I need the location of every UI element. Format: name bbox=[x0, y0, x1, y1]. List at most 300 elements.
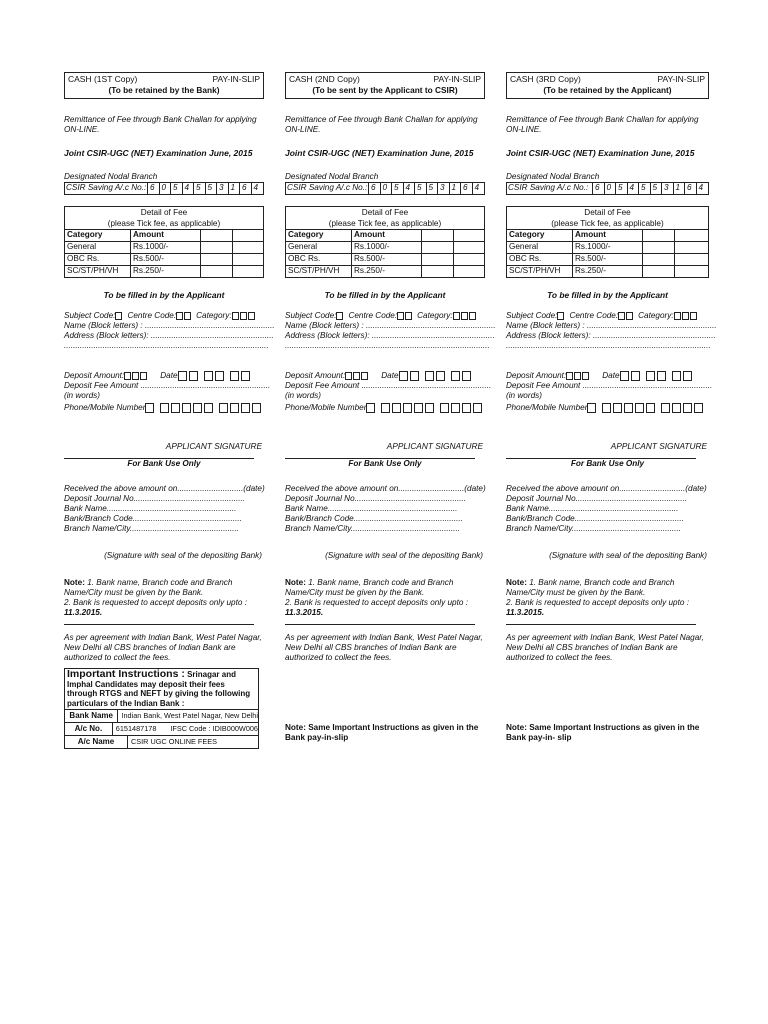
centre-code-label: Centre Code: bbox=[127, 311, 177, 320]
fee-title: Detail of Fee bbox=[584, 208, 631, 217]
note-line-2: 2. Bank is requested to accept deposits only upto : bbox=[64, 598, 247, 607]
bank-name-field[interactable]: Bank Name......................................................... bbox=[64, 504, 237, 513]
account-number-row bbox=[285, 182, 485, 195]
category-box[interactable] bbox=[690, 312, 697, 320]
category-label: Category: bbox=[417, 311, 453, 320]
phone-box[interactable] bbox=[440, 403, 449, 413]
journal-number-field[interactable]: Deposit Journal No................................................. bbox=[64, 494, 246, 503]
phone-box[interactable] bbox=[672, 403, 681, 413]
remittance-text: Remittance of Fee through Bank Challan for applying ON-LINE. bbox=[64, 115, 257, 134]
tick-cell[interactable] bbox=[675, 266, 708, 277]
codes-row bbox=[285, 311, 485, 321]
date-box[interactable] bbox=[646, 371, 655, 381]
fee-subtitle: (please Tick fee, as applicable) bbox=[107, 219, 221, 228]
subject-code-box[interactable] bbox=[557, 312, 564, 320]
centre-code-box[interactable] bbox=[184, 312, 191, 320]
bank-use-title: For Bank Use Only bbox=[348, 459, 422, 468]
address-field[interactable]: Address (Block letters): ...................................................... bbox=[506, 331, 716, 340]
fee-category: SC/ST/PH/VH bbox=[65, 266, 131, 277]
deposit-fee-field[interactable]: Deposit Fee Amount ......................................................... bbox=[64, 381, 271, 390]
phone-box[interactable] bbox=[381, 403, 390, 413]
phone-box[interactable] bbox=[204, 403, 213, 413]
branch-code-field[interactable]: Bank/Branch Code................................................ bbox=[506, 514, 684, 523]
account-digit: 0 bbox=[160, 183, 172, 194]
tick-cell[interactable] bbox=[201, 230, 233, 241]
nodal-branch-label: Designated Nodal Branch bbox=[64, 172, 158, 181]
tick-cell[interactable] bbox=[675, 242, 708, 253]
fee-category: OBC Rs. bbox=[286, 254, 352, 265]
cash-label: CASH (1ST Copy) bbox=[68, 74, 138, 84]
date-box[interactable] bbox=[410, 371, 419, 381]
phone-row bbox=[64, 403, 264, 413]
applicant-signature-label: APPLICANT SIGNATURE bbox=[386, 441, 483, 451]
phone-box[interactable] bbox=[182, 403, 191, 413]
agreement-text: As per agreement with Indian Bank, West Patel Nagar, New Delhi all CBS branches of Indian Bank are authorized to collect the fees. bbox=[64, 633, 262, 662]
account-digit: 4 bbox=[698, 183, 704, 192]
account-digit: 4 bbox=[628, 183, 640, 194]
pay-in-slip-label: PAY-IN-SLIP bbox=[212, 74, 260, 84]
remittance-text: Remittance of Fee through Bank Challan for applying ON-LINE. bbox=[285, 115, 478, 134]
fee-amount: Rs.250/- bbox=[573, 266, 643, 277]
applicant-signature-label: APPLICANT SIGNATURE bbox=[610, 441, 707, 451]
tick-cell[interactable] bbox=[454, 230, 484, 241]
phone-box[interactable] bbox=[392, 403, 401, 413]
fee-row bbox=[507, 265, 708, 277]
fee-header-category: Category bbox=[65, 230, 131, 241]
date-box[interactable] bbox=[436, 371, 445, 381]
account-label: CSIR Saving A/.c No.: bbox=[287, 183, 368, 192]
category-label: Category: bbox=[196, 311, 232, 320]
bank-detail-value bbox=[118, 710, 258, 722]
fee-header-category: Category bbox=[286, 230, 352, 241]
deposit-amount-box[interactable] bbox=[361, 372, 368, 380]
bank-use-title: For Bank Use Only bbox=[570, 459, 645, 468]
account-digit: 5 bbox=[427, 183, 439, 194]
copy-3 bbox=[506, 72, 717, 743]
note-line-1: 1. Bank name, Branch code and Branch Name/City must be given by the Bank. bbox=[506, 578, 675, 597]
deposit-deadline: 11.3.2015. bbox=[64, 608, 103, 617]
deposit-fee-field[interactable]: Deposit Fee Amount ......................................................... bbox=[285, 381, 492, 390]
account-digit: 1 bbox=[674, 183, 686, 194]
fee-header-row bbox=[286, 229, 484, 241]
bank-receipt-fields bbox=[506, 484, 709, 534]
deposit-deadline: 11.3.2015. bbox=[285, 608, 324, 617]
divider bbox=[64, 624, 254, 625]
received-date-field[interactable]: Received the above amount on.............................(date) bbox=[64, 484, 265, 493]
account-label: CSIR Saving A/.c No.: bbox=[507, 183, 593, 194]
account-digit: 4 bbox=[404, 183, 416, 194]
bank-detail-value bbox=[128, 736, 258, 748]
account-label: CSIR Saving A/.c No.: bbox=[66, 183, 147, 192]
account-digit: 5 bbox=[392, 183, 404, 194]
date-box[interactable] bbox=[683, 371, 692, 381]
phone-box[interactable] bbox=[193, 403, 202, 413]
bank-detail-key: A/c No. bbox=[65, 723, 113, 735]
phone-box[interactable] bbox=[462, 403, 471, 413]
agreement-text: As per agreement with Indian Bank, West Patel Nagar, New Delhi all CBS branches of Indian Bank are authorized to collect the fees. bbox=[285, 633, 483, 662]
fee-row bbox=[65, 241, 263, 253]
copy-header bbox=[285, 72, 485, 99]
account-digit: 0 bbox=[381, 183, 393, 194]
exam-title: Joint CSIR-UGC (NET) Examination June, 2015 bbox=[506, 148, 695, 158]
fee-row bbox=[65, 265, 263, 277]
phone-box[interactable] bbox=[171, 403, 180, 413]
deposit-amount-label: Deposit Amount: bbox=[64, 371, 125, 380]
address-field[interactable]: Address (Block letters): ...................................................... bbox=[64, 331, 274, 340]
deposit-amount-box[interactable] bbox=[124, 372, 131, 380]
centre-code-box[interactable] bbox=[618, 312, 625, 320]
phone-box[interactable] bbox=[425, 403, 434, 413]
received-date-field[interactable]: Received the above amount on.............................(date) bbox=[285, 484, 486, 493]
fee-table bbox=[506, 206, 709, 278]
fee-amount: Rs.1000/- bbox=[131, 242, 201, 253]
account-digit: 3 bbox=[438, 183, 450, 194]
same-instructions-note: Note: Same Important Instructions as given in the Bank pay-in- slip bbox=[506, 723, 700, 742]
deposit-amount-box[interactable] bbox=[582, 372, 589, 380]
tick-cell[interactable] bbox=[675, 230, 708, 241]
branch-city-field[interactable]: Branch Name/City................................................ bbox=[285, 524, 461, 533]
account-number-value: 6151487178 bbox=[115, 724, 157, 733]
subject-code-label: Subject Code: bbox=[285, 311, 337, 320]
nodal-branch-label: Designated Nodal Branch bbox=[506, 172, 600, 181]
fee-category: General bbox=[65, 242, 131, 253]
date-box[interactable] bbox=[189, 371, 198, 381]
phone-label: Phone/Mobile Number bbox=[64, 403, 146, 412]
phone-box[interactable] bbox=[473, 403, 482, 413]
branch-code-field[interactable]: Bank/Branch Code................................................ bbox=[285, 514, 463, 523]
deposit-amount-box[interactable] bbox=[140, 372, 147, 380]
fee-category: General bbox=[286, 242, 352, 253]
name-field[interactable]: Name (Block letters) : ......................................................... bbox=[285, 321, 496, 330]
subject-code-label: Subject Code: bbox=[506, 311, 558, 320]
fee-subtitle: (please Tick fee, as applicable) bbox=[551, 219, 664, 228]
account-digit: 5 bbox=[171, 183, 183, 194]
account-digit: 1 bbox=[450, 183, 462, 194]
note-line-2: 2. Bank is requested to accept deposits only upto : bbox=[506, 598, 689, 607]
phone-box[interactable] bbox=[160, 403, 169, 413]
journal-number-field[interactable]: Deposit Journal No................................................. bbox=[506, 494, 688, 503]
address-field-continued[interactable]: .......................................................................................... bbox=[64, 341, 269, 350]
account-digit: 4 bbox=[183, 183, 195, 194]
phone-box[interactable] bbox=[252, 403, 261, 413]
fee-category: General bbox=[507, 242, 573, 253]
cash-label: CASH (3RD Copy) bbox=[510, 74, 581, 84]
fee-amount: Rs.500/- bbox=[573, 254, 643, 265]
fee-title: Detail of Fee bbox=[140, 208, 188, 217]
pay-in-slip-label: PAY-IN-SLIP bbox=[433, 74, 481, 84]
fee-row bbox=[286, 253, 484, 265]
fee-amount: Rs.1000/- bbox=[352, 242, 422, 253]
date-box[interactable] bbox=[241, 371, 250, 381]
phone-label: Phone/Mobile Number bbox=[506, 403, 588, 412]
fee-amount: Rs.500/- bbox=[131, 254, 201, 265]
fee-row bbox=[507, 241, 708, 253]
deposit-amount-label: Deposit Amount: bbox=[506, 371, 567, 380]
account-digit: 5 bbox=[206, 183, 218, 194]
tick-cell[interactable] bbox=[643, 254, 675, 265]
deposit-fee-field[interactable]: Deposit Fee Amount ......................................................... bbox=[506, 381, 713, 390]
phone-box[interactable] bbox=[646, 403, 655, 413]
account-digit: 6 bbox=[685, 183, 697, 194]
copy-2 bbox=[285, 72, 496, 743]
same-instructions-note: Note: Same Important Instructions as given in the Bank pay-in-slip bbox=[285, 723, 479, 742]
account-digit: 0 bbox=[605, 183, 617, 194]
phone-box[interactable] bbox=[587, 403, 596, 413]
copy-header bbox=[64, 72, 264, 99]
fee-table bbox=[285, 206, 485, 278]
fill-section-title: To be filled in by the Applicant bbox=[324, 290, 446, 300]
account-digit: 5 bbox=[639, 183, 651, 194]
important-instructions-title bbox=[65, 669, 258, 709]
note-label: Note: bbox=[506, 578, 527, 587]
tick-cell[interactable] bbox=[201, 242, 233, 253]
account-digit: 6 bbox=[148, 183, 160, 194]
tick-cell[interactable] bbox=[422, 266, 454, 277]
deposit-amount-box[interactable] bbox=[574, 372, 581, 380]
date-label: Date bbox=[602, 371, 620, 380]
date-box[interactable] bbox=[399, 371, 408, 381]
ifsc-code-value: IFSC Code : IDIB000W006 bbox=[170, 724, 258, 733]
fee-table bbox=[64, 206, 264, 278]
fee-header-row bbox=[65, 229, 263, 241]
fee-amount: Rs.250/- bbox=[352, 266, 422, 277]
phone-box[interactable] bbox=[661, 403, 670, 413]
journal-number-field[interactable]: Deposit Journal No................................................. bbox=[285, 494, 467, 503]
date-box[interactable] bbox=[451, 371, 460, 381]
tick-cell[interactable] bbox=[233, 242, 263, 253]
codes-row bbox=[506, 311, 709, 321]
note-label: Note: bbox=[64, 578, 85, 587]
branch-city-field[interactable]: Branch Name/City................................................ bbox=[64, 524, 240, 533]
fee-row bbox=[286, 265, 484, 277]
date-box[interactable] bbox=[620, 371, 629, 381]
fee-title: Detail of Fee bbox=[361, 208, 409, 217]
note-line-1: 1. Bank name, Branch code and Branch Name/City must be given by the Bank. bbox=[64, 578, 233, 597]
fee-row bbox=[507, 253, 708, 265]
category-box[interactable] bbox=[232, 312, 239, 320]
deposit-row bbox=[64, 371, 264, 381]
account-digit: 6 bbox=[461, 183, 473, 194]
centre-code-box[interactable] bbox=[397, 312, 404, 320]
note-block bbox=[64, 578, 264, 618]
in-words-label: (in words) bbox=[64, 391, 100, 400]
tick-cell[interactable] bbox=[233, 230, 263, 241]
phone-box[interactable] bbox=[694, 403, 703, 413]
account-digit: 6 bbox=[240, 183, 252, 194]
retention-note: (To be retained by the Bank) bbox=[108, 85, 220, 95]
account-digit: 4 bbox=[474, 183, 480, 192]
phone-box[interactable] bbox=[366, 403, 375, 413]
tick-cell[interactable] bbox=[201, 254, 233, 265]
category-box[interactable] bbox=[248, 312, 255, 320]
account-digit: 5 bbox=[616, 183, 628, 194]
fee-header-amount: Amount bbox=[573, 230, 643, 241]
centre-code-box[interactable] bbox=[405, 312, 412, 320]
tick-cell[interactable] bbox=[233, 254, 263, 265]
centre-code-box[interactable] bbox=[626, 312, 633, 320]
bank-detail-row bbox=[65, 709, 258, 722]
date-box[interactable] bbox=[462, 371, 471, 381]
tick-cell[interactable] bbox=[643, 230, 675, 241]
fill-section-title: To be filled in by the Applicant bbox=[103, 290, 225, 300]
phone-box[interactable] bbox=[635, 403, 644, 413]
note-line-2: 2. Bank is requested to accept deposits only upto : bbox=[285, 598, 468, 607]
branch-code-field[interactable]: Bank/Branch Code................................................ bbox=[64, 514, 242, 523]
category-box[interactable] bbox=[682, 312, 689, 320]
received-date-field[interactable]: Received the above amount on.............................(date) bbox=[506, 484, 707, 493]
exam-title: Joint CSIR-UGC (NET) Examination June, 2015 bbox=[285, 148, 474, 158]
account-digit: 4 bbox=[253, 183, 259, 192]
bank-detail-row bbox=[65, 722, 258, 735]
bank-name-field[interactable]: Bank Name......................................................... bbox=[285, 504, 458, 513]
account-digit: 6 bbox=[369, 183, 381, 194]
deposit-row bbox=[506, 371, 709, 381]
phone-box[interactable] bbox=[602, 403, 611, 413]
account-digit: 3 bbox=[217, 183, 229, 194]
date-box[interactable] bbox=[230, 371, 239, 381]
tick-cell[interactable] bbox=[422, 242, 454, 253]
phone-box[interactable] bbox=[219, 403, 228, 413]
note-line-1: 1. Bank name, Branch code and Branch Name/City must be given by the Bank. bbox=[285, 578, 454, 597]
account-digit: 5 bbox=[651, 183, 663, 194]
category-box[interactable] bbox=[453, 312, 460, 320]
fee-category: OBC Rs. bbox=[507, 254, 573, 265]
note-block bbox=[285, 578, 485, 618]
tick-cell[interactable] bbox=[454, 242, 484, 253]
phone-box[interactable] bbox=[624, 403, 633, 413]
subject-code-box[interactable] bbox=[115, 312, 122, 320]
copy-1 bbox=[64, 72, 275, 749]
centre-code-label: Centre Code: bbox=[569, 311, 619, 320]
phone-box[interactable] bbox=[451, 403, 460, 413]
tick-cell[interactable] bbox=[454, 254, 484, 265]
category-box[interactable] bbox=[674, 312, 681, 320]
category-label: Category: bbox=[638, 311, 674, 320]
date-box[interactable] bbox=[657, 371, 666, 381]
deposit-amount-box[interactable] bbox=[345, 372, 352, 380]
centre-code-box[interactable] bbox=[176, 312, 183, 320]
category-box[interactable] bbox=[240, 312, 247, 320]
agreement-text: As per agreement with Indian Bank, West Patel Nagar, New Delhi all CBS branches of Indian Bank are authorized to collect the fees. bbox=[506, 633, 704, 662]
tick-cell[interactable] bbox=[643, 242, 675, 253]
centre-code-label: Centre Code: bbox=[348, 311, 398, 320]
note-label: Note: bbox=[285, 578, 306, 587]
fee-amount: Rs.250/- bbox=[131, 266, 201, 277]
tick-cell[interactable] bbox=[675, 254, 708, 265]
codes-row bbox=[64, 311, 264, 321]
subject-code-label: Subject Code: bbox=[64, 311, 116, 320]
applicant-signature-label: APPLICANT SIGNATURE bbox=[165, 441, 262, 451]
deposit-amount-box[interactable] bbox=[353, 372, 360, 380]
phone-box[interactable] bbox=[613, 403, 622, 413]
deposit-amount-label: Deposit Amount: bbox=[285, 371, 346, 380]
fee-amount: Rs.500/- bbox=[352, 254, 422, 265]
phone-box[interactable] bbox=[683, 403, 692, 413]
account-digit: 5 bbox=[415, 183, 427, 194]
branch-city-field[interactable]: Branch Name/City................................................ bbox=[506, 524, 682, 533]
date-box[interactable] bbox=[672, 371, 681, 381]
bank-use-title: For Bank Use Only bbox=[127, 459, 201, 468]
name-field[interactable]: Name (Block letters) : ......................................................... bbox=[64, 321, 275, 330]
date-box[interactable] bbox=[215, 371, 224, 381]
copy-header bbox=[506, 72, 709, 99]
fill-section-title: To be filled in by the Applicant bbox=[547, 290, 668, 300]
cash-label: CASH (2ND Copy) bbox=[289, 74, 360, 84]
in-words-label: (in words) bbox=[285, 391, 321, 400]
bank-detail-key: Bank Name bbox=[65, 710, 118, 722]
divider bbox=[506, 624, 696, 625]
date-box[interactable] bbox=[178, 371, 187, 381]
phone-label: Phone/Mobile Number bbox=[285, 403, 367, 412]
tick-cell[interactable] bbox=[201, 266, 233, 277]
account-digit: 5 bbox=[194, 183, 206, 194]
address-field-continued[interactable]: .......................................................................................... bbox=[506, 341, 711, 350]
deposit-amount-box[interactable] bbox=[566, 372, 573, 380]
account-digit: 1 bbox=[229, 183, 241, 194]
date-label: Date bbox=[381, 371, 399, 380]
fee-row bbox=[286, 241, 484, 253]
account-number-row bbox=[64, 182, 264, 195]
tick-cell[interactable] bbox=[454, 266, 484, 277]
subject-code-box[interactable] bbox=[336, 312, 343, 320]
fee-header-amount: Amount bbox=[131, 230, 201, 241]
address-field[interactable]: Address (Block letters): ...................................................... bbox=[285, 331, 495, 340]
fee-category: SC/ST/PH/VH bbox=[286, 266, 352, 277]
account-digit: 6 bbox=[593, 183, 605, 194]
bank-detail-value bbox=[113, 723, 258, 735]
tick-cell[interactable] bbox=[422, 254, 454, 265]
exam-title: Joint CSIR-UGC (NET) Examination June, 2015 bbox=[64, 148, 253, 158]
phone-box[interactable] bbox=[241, 403, 250, 413]
important-instructions-box bbox=[64, 668, 259, 749]
date-box[interactable] bbox=[204, 371, 213, 381]
deposit-amount-box[interactable] bbox=[132, 372, 139, 380]
note-block bbox=[506, 578, 709, 618]
bank-detail-key: A/c Name bbox=[65, 736, 128, 748]
date-label: Date bbox=[160, 371, 178, 380]
phone-box[interactable] bbox=[230, 403, 239, 413]
date-box[interactable] bbox=[425, 371, 434, 381]
bank-receipt-fields bbox=[64, 484, 264, 534]
pay-in-slip-label: PAY-IN-SLIP bbox=[657, 74, 705, 84]
phone-box[interactable] bbox=[145, 403, 154, 413]
tick-cell[interactable] bbox=[422, 230, 454, 241]
remittance-text: Remittance of Fee through Bank Challan for applying ON-LINE. bbox=[506, 115, 699, 134]
fee-header-row bbox=[507, 229, 708, 241]
phone-row bbox=[285, 403, 485, 413]
account-name-value: CSIR UGC ONLINE FEES bbox=[131, 737, 217, 746]
important-text: Srinagar and Imphal Candidates may deposit their fees through RTGS and NEFT by giving the following particulars of the Indian Bank : bbox=[67, 670, 251, 708]
address-field-continued[interactable]: .......................................................................................... bbox=[285, 341, 490, 350]
fee-amount: Rs.1000/- bbox=[573, 242, 643, 253]
bank-seal-signature-label: (Signature with seal of the depositing Bank) bbox=[104, 551, 262, 560]
date-box[interactable] bbox=[631, 371, 640, 381]
bank-name-field[interactable]: Bank Name......................................................... bbox=[506, 504, 679, 513]
phone-box[interactable] bbox=[403, 403, 412, 413]
category-box[interactable] bbox=[469, 312, 476, 320]
phone-row bbox=[506, 403, 709, 413]
fee-row bbox=[65, 253, 263, 265]
tick-cell[interactable] bbox=[233, 266, 263, 277]
bank-detail-row bbox=[65, 735, 258, 748]
deposit-row bbox=[285, 371, 485, 381]
tick-cell[interactable] bbox=[643, 266, 675, 277]
category-box[interactable] bbox=[461, 312, 468, 320]
nodal-branch-label: Designated Nodal Branch bbox=[285, 172, 379, 181]
name-field[interactable]: Name (Block letters) : ......................................................... bbox=[506, 321, 717, 330]
fee-subtitle: (please Tick fee, as applicable) bbox=[328, 219, 442, 228]
phone-box[interactable] bbox=[414, 403, 423, 413]
